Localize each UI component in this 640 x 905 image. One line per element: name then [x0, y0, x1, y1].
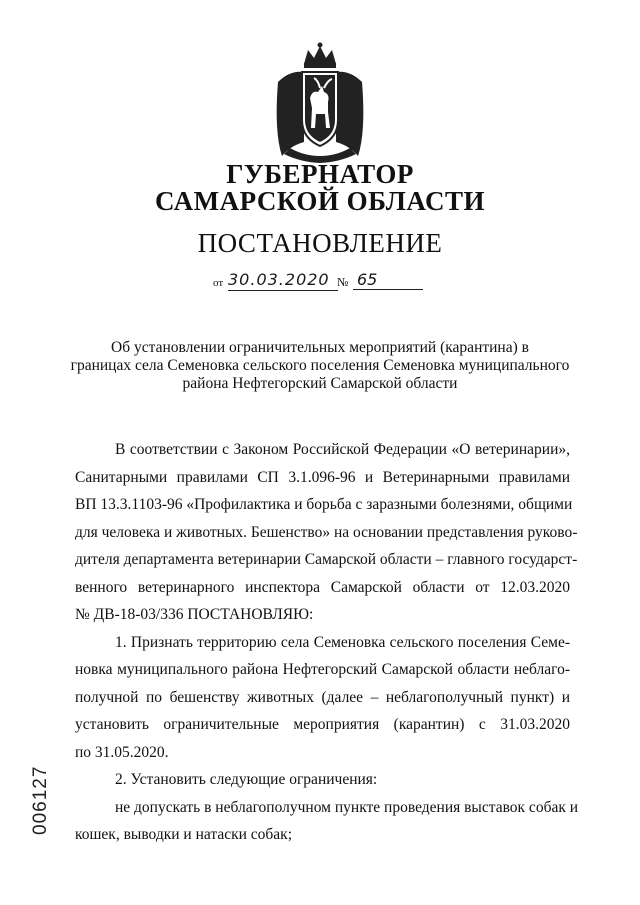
document-subject [60, 339, 580, 393]
body-line: для человека и животных. Бешенство» на основании представления руково- [75, 523, 578, 541]
body-line: кошек, выводки и натаски собак; [75, 826, 293, 843]
body-line: новка муниципального района Нефтегорский Самарской области неблаго- [75, 661, 570, 678]
side-serial-code: 006127 [30, 765, 51, 835]
document-body [75, 436, 579, 849]
document-type-title: ПОСТАНОВЛЕНИЕ [197, 228, 443, 258]
body-line: не допускать в неблагополучном пункте проведения выставок собак и [115, 798, 579, 816]
body-line: № ДВ-18-03/336 ПОСТАНОВЛЯЮ: [75, 606, 314, 623]
body-line: 2. Установить следующие ограничения: [115, 771, 378, 788]
coat-of-arms-icon [270, 42, 370, 164]
number-sign: № [337, 275, 349, 289]
authority-title-line1: ГУБЕРНАТОР [226, 159, 414, 189]
body-line: дителя департамента ветеринарии Самарской области – главного государст- [75, 551, 578, 568]
date-prefix: от [213, 277, 224, 289]
subject-line: района Нефтегорский Самарской области [182, 375, 458, 392]
date-number-line [213, 270, 433, 292]
body-line: по 31.05.2020. [75, 743, 169, 761]
body-line: Санитарными правилами СП 3.1.096-96 и Ветеринарными правилами [75, 468, 570, 486]
subject-line: Об установлении ограничительных мероприятий (карантина) в [111, 339, 529, 356]
body-line: венного ветеринарного инспектора Самарской области от 12.03.2020 [75, 578, 570, 596]
document-date: 30.03.2020 [228, 270, 338, 291]
authority-title-line2: САМАРСКОЙ ОБЛАСТИ [154, 186, 486, 216]
body-line: 1. Признать территорию села Семеновка сельского поселения Семе- [115, 633, 570, 651]
document-number: 65 [353, 270, 423, 290]
body-line: установить ограничительные мероприятия (карантин) с 31.03.2020 [75, 716, 570, 733]
body-line: ВП 13.3.1103-96 «Профилактика и борьба с заразными болезнями, общими [75, 496, 573, 513]
body-line: В соответствии с Законом Российской Федерации «О ветеринарии», [115, 441, 570, 458]
subject-line: границах села Семеновка сельского поселения Семеновка муниципального [70, 357, 570, 374]
body-line: получной по бешенству животных (далее – неблагополучный пункт) и [75, 688, 570, 706]
